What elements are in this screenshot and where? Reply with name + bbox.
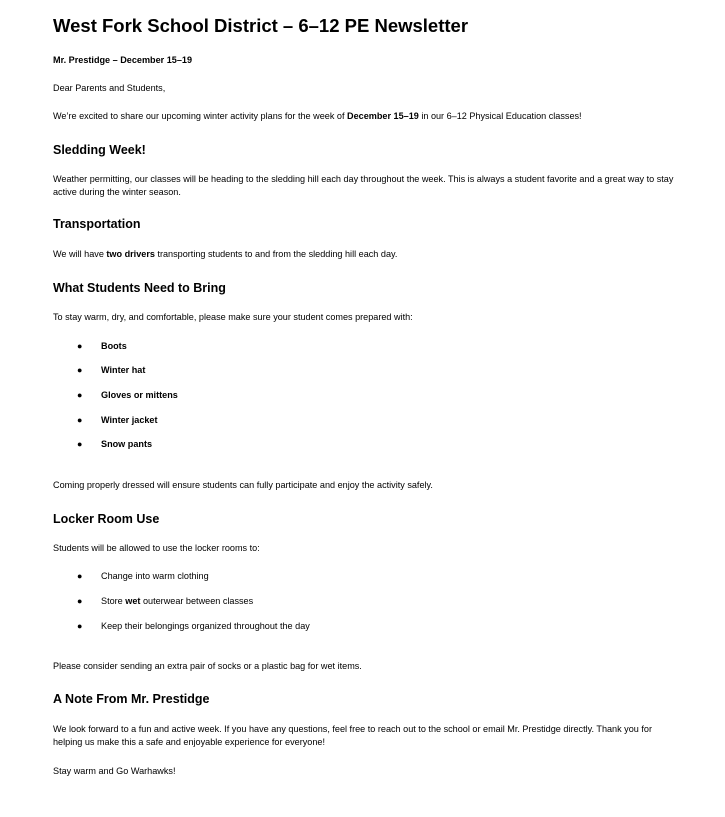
bullet-icon: ● xyxy=(77,390,83,400)
bullet-icon: ● xyxy=(77,571,83,581)
bring-intro: To stay warm, dry, and comfortable, please make sure your student comes prepared with: xyxy=(53,312,413,322)
section-heading-transportation: Transportation xyxy=(53,217,141,231)
locker-item-organize: Keep their belongings organized throughout the day xyxy=(101,621,310,631)
page-title: West Fork School District – 6–12 PE Newsletter xyxy=(53,15,469,36)
section-heading-bring: What Students Need to Bring xyxy=(53,281,226,295)
bring-item-winter-jacket: Winter jacket xyxy=(101,415,158,425)
section-heading-sledding: Sledding Week! xyxy=(53,143,146,157)
locker-item-store-bold: wet xyxy=(125,596,141,606)
section-heading-note: A Note From Mr. Prestidge xyxy=(53,692,210,706)
signoff: Stay warm and Go Warhawks! xyxy=(53,766,176,776)
bring-closing: Coming properly dressed will ensure students can fully participate and enjoy the activity safely. xyxy=(53,480,433,490)
transportation-text-after: transporting students to and from the sledding hill each day. xyxy=(154,249,398,259)
locker-item-change: Change into warm clothing xyxy=(101,571,209,581)
section-heading-locker: Locker Room Use xyxy=(53,512,160,526)
bullet-icon: ● xyxy=(77,415,83,425)
locker-closing: Please consider sending an extra pair of socks or a plastic bag for wet items. xyxy=(53,661,362,671)
bring-item-boots: Boots xyxy=(101,341,127,351)
intro-text-before: We’re excited to share our upcoming winter activity plans for the week of xyxy=(53,111,348,121)
locker-item-store xyxy=(101,595,253,608)
locker-item-store-after: outerwear between classes xyxy=(140,596,254,606)
byline: Mr. Prestidge – December 15–19 xyxy=(53,55,193,65)
bullet-icon: ● xyxy=(77,439,83,449)
intro-dates: December 15–19 xyxy=(347,111,419,121)
greeting: Dear Parents and Students, xyxy=(53,83,166,93)
sledding-paragraph: Weather permitting, our classes will be heading to the sledding hill each day throughout the week. This is always a student favorite and a great way to stay active during the winter season. xyxy=(53,174,674,197)
bring-item-gloves: Gloves or mittens xyxy=(101,390,178,400)
locker-intro: Students will be allowed to use the locker rooms to: xyxy=(53,543,260,553)
bring-item-snow-pants: Snow pants xyxy=(101,439,153,449)
transportation-text-before: We will have xyxy=(53,249,107,259)
transportation-paragraph xyxy=(53,248,678,261)
bullet-icon: ● xyxy=(77,341,83,351)
bring-item-winter-hat: Winter hat xyxy=(101,365,146,375)
note-paragraph: We look forward to a fun and active week. If you have any questions, feel free to reach out to the school or email Mr. Prestidge directly. Thank you for helping us make this a safe and enjoyable experience for everyone! xyxy=(53,724,652,747)
locker-item-store-before: Store xyxy=(101,596,126,606)
bullet-icon: ● xyxy=(77,365,83,375)
intro-text-after: in our 6–12 Physical Education classes! xyxy=(418,111,582,121)
transportation-drivers: two drivers xyxy=(106,249,155,259)
bullet-icon: ● xyxy=(77,596,83,606)
bullet-icon: ● xyxy=(77,621,83,631)
intro-paragraph xyxy=(53,110,678,123)
